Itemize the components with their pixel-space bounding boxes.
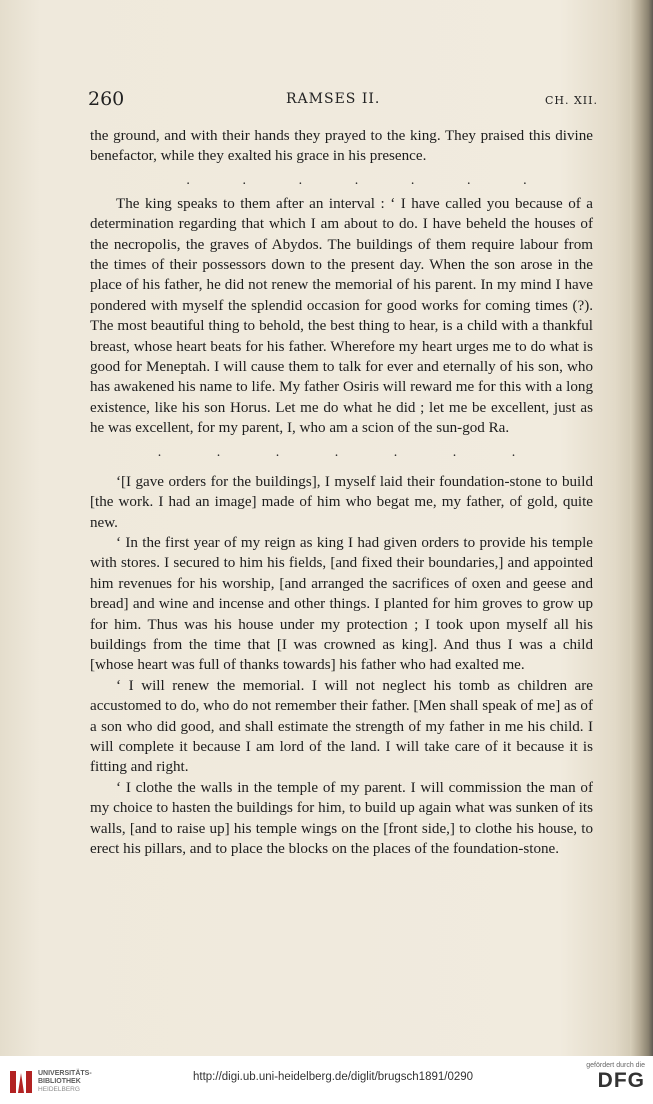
paragraph: the ground, and with their hands they prayed to the king. They praised this divine benefactor, while they exalted his grace in his presence. <box>90 128 593 165</box>
viewer-footer <box>0 1056 653 1104</box>
library-name-line2: BIBLIOTHEK <box>38 1078 81 1085</box>
body-text <box>90 126 593 859</box>
page-number: 260 <box>88 88 125 110</box>
ellipsis-divider: . . . . . . . <box>157 444 516 460</box>
paragraph: The king speaks to them after an interval : ‘ I have called you because of a determination regarding that which I am about to do. I have beheld the houses of the necropolis, the graves of Abydos. The buildings of them require labour from the times of their possessors down to the present day. When the son arose in the place of his father, he did not renew the memorial of his parent. In my mind I have pondered with myself the splendid occasion for good works for coming times (?). The most beautiful thing to behold, the best thing to hear, is a child with a thankful breast, whose heart beats for his father. Wherefore my heart urges me to do what is good for Meneptah. I will cause them to talk for ever and eternally of his son, who has awakened his name to life. My father Osiris will reward me for this with a long existence, like his son Horus. Let me do what he did ; let me be excellent, just as he was excellent, for my parent, I, who am a scion of the sun-god Ra. <box>90 195 593 437</box>
paragraph: ‘[I gave orders for the buildings], I myself laid their foundation-stone to build [the work. I had an image] made of him who begat me, my father, of gold, quite new. <box>90 473 593 531</box>
ellipsis-divider: . . . . . . . <box>186 172 527 188</box>
funded-by-label: gefördert durch die <box>586 1062 645 1069</box>
running-title: RAMSES II. <box>286 91 381 107</box>
library-name-line3: HEIDELBERG <box>38 1086 80 1093</box>
book-spine-shadow <box>630 0 653 1056</box>
dfg-logo[interactable] <box>575 1062 645 1100</box>
university-library-logo[interactable] <box>8 1065 118 1099</box>
heidelberg-logo-icon <box>8 1067 34 1095</box>
paragraph: ‘ In the first year of my reign as king I had given orders to provide his temple with stores. I secured to him his fields, [and fixed their boundaries,] and appointed him revenues for his worship, [and arranged the sacrifices of oxen and geese and bread] and wine and incense and other things. I planted for him groves to grow up for him. Thus was his house under my protection ; I took upon myself all his buildings from the time that [I was crowned as king]. And thus I was a child [whose heart was full of thanks towards] his father who had exalted me. <box>90 534 593 674</box>
permalink-url[interactable]: http://digi.ub.uni-heidelberg.de/diglit/brugsch1891/0290 <box>193 1071 474 1083</box>
chapter-label: CH. XII. <box>544 94 598 107</box>
dfg-wordmark: DFG <box>597 1069 645 1092</box>
paragraph: ‘ I will renew the memorial. I will not neglect his tomb as children are accustomed to do, who do not remember their father. [Men shall speak of me] as of a son who did good, and shall estimate the strength of my father in me his child. I will complete it because I am lord of the land. I will take care of it because it is fitting and right. <box>90 677 593 776</box>
library-name-line1: UNIVERSITÄTS- <box>38 1070 92 1077</box>
paragraph: ‘ I clothe the walls in the temple of my parent. I will commission the man of my choice to hasten the buildings for him, to build up again what was sunken of its walls, [and to raise up] his temple wings on the [front side,] to clothe his house, to erect his pillars, and to place the blocks on the places of the foundation-stone. <box>90 779 593 857</box>
running-header <box>88 88 598 116</box>
